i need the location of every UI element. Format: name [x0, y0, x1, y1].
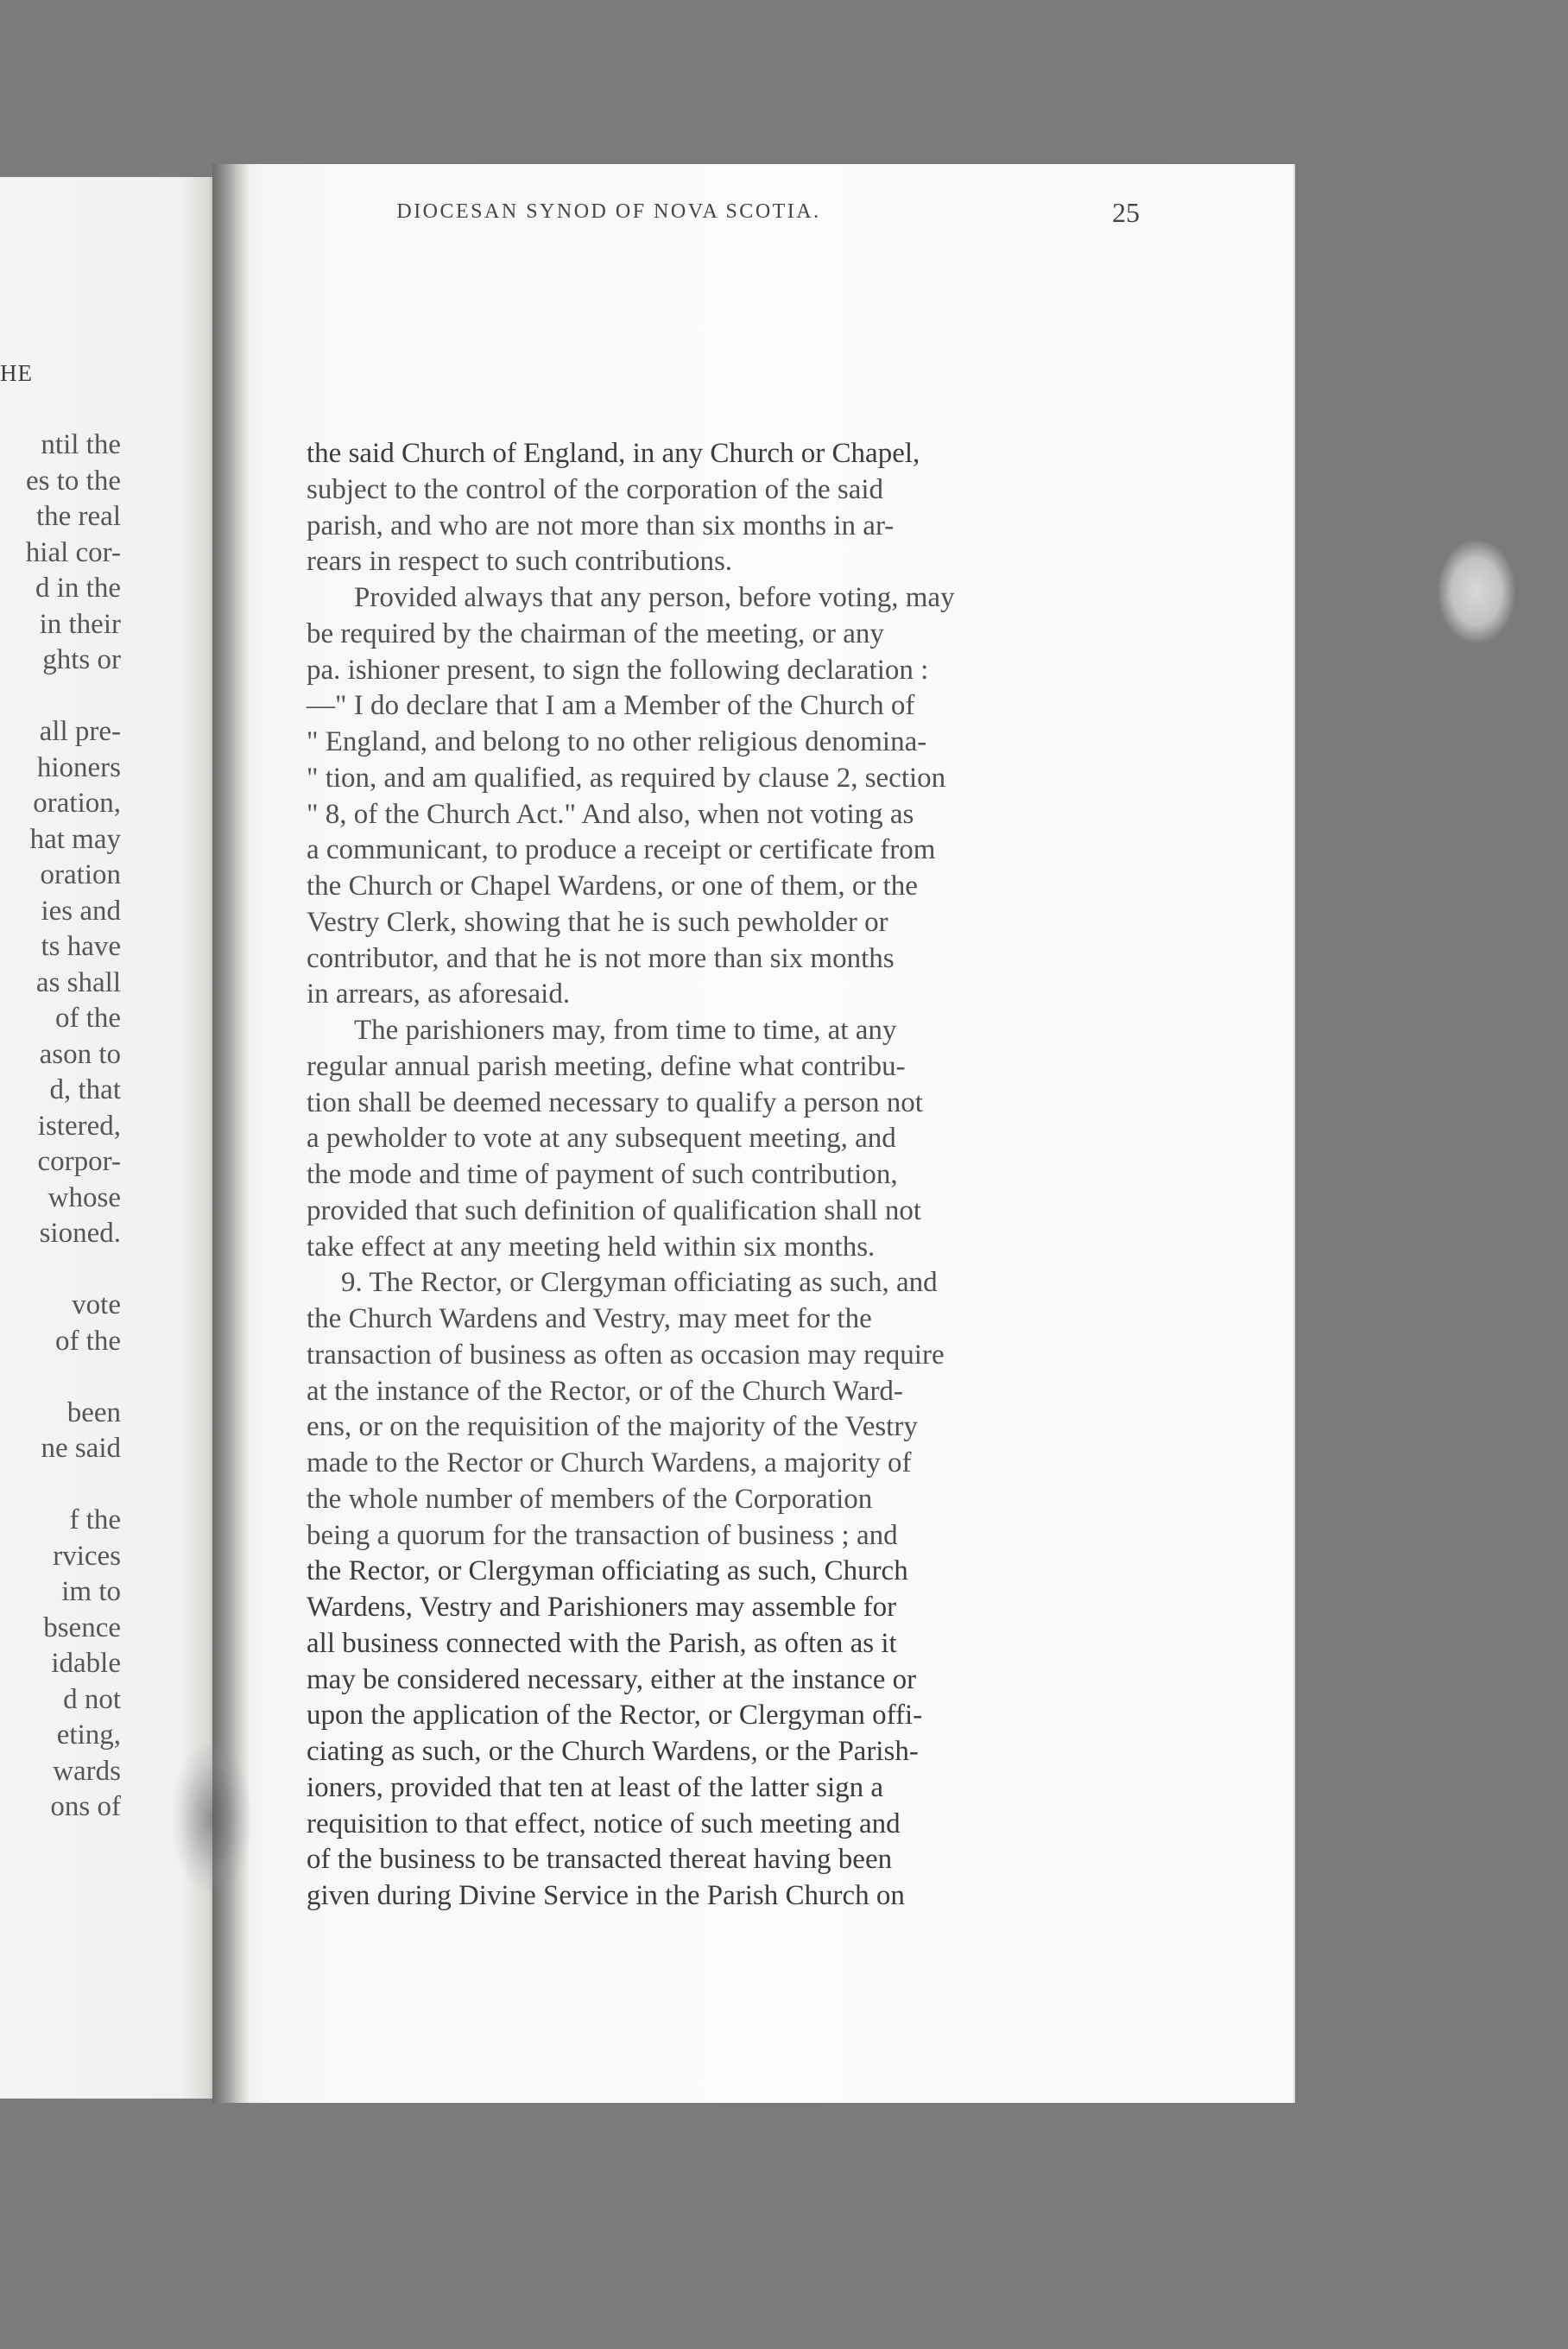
left-text-line: ne said [41, 1433, 121, 1464]
text-line: all business connected with the Parish, as often as it [307, 1627, 897, 1659]
left-text-line: of the [54, 1003, 121, 1034]
text-line: —" I do declare that I am a Member of the Church of [307, 690, 915, 722]
text-line: the mode and time of payment of such contribution, [307, 1159, 898, 1190]
text-line: Vestry Clerk, showing that he is such pewholder or [307, 906, 888, 938]
text-line: be required by the chairman of the meeting, or any [307, 617, 884, 649]
left-text-line: of the [54, 1325, 121, 1357]
text-line: ens, or on the requisition of the majority of the Vestry [307, 1411, 918, 1443]
left-text-line: d not [63, 1683, 121, 1715]
text-line: " 8, of the Church Act." And also, when not voting as [307, 798, 914, 830]
left-text-line: corpor- [37, 1146, 121, 1177]
text-line: at the instance of the Rector, or of the Church Ward- [307, 1375, 903, 1407]
text-line: the Church or Chapel Wardens, or one of them, or the [307, 871, 918, 902]
page-body-text [307, 436, 1135, 1915]
page-number: 25 [1112, 197, 1140, 228]
text-line: pa. ishioner present, to sign the following declaration : [307, 654, 929, 686]
left-text-line: wards [53, 1755, 121, 1787]
left-text-line: vote [72, 1289, 121, 1320]
left-text-line: rvices [53, 1540, 121, 1572]
text-line: a communicant, to produce a receipt or certificate from [307, 834, 936, 866]
text-line: ciating as such, or the Church Wardens, or the Parish- [307, 1736, 919, 1767]
left-text-line: f the [69, 1504, 121, 1535]
text-line: provided that such definition of qualification shall not [307, 1194, 922, 1226]
left-text-line: bsence [43, 1611, 121, 1643]
left-text-line: eting, [56, 1719, 121, 1751]
left-text-line: istered, [37, 1110, 121, 1142]
left-text-line: whose [47, 1181, 121, 1213]
text-line: given during Divine Service in the Parish Church on [307, 1880, 905, 1911]
text-line: the said Church of England, in any Church or Chapel, [307, 438, 920, 469]
page-smudge [173, 1744, 250, 1891]
left-text-line: oration, [33, 788, 121, 819]
text-line: Wardens, Vestry and Parishioners may assemble for [307, 1592, 897, 1623]
text-line: regular annual parish meeting, define what contribu- [307, 1050, 906, 1082]
left-text-line: as shall [35, 966, 121, 998]
text-line: upon the application of the Rector, or Clergyman offi- [307, 1700, 923, 1732]
text-line: the Church Wardens and Vestry, may meet for the [307, 1303, 872, 1334]
left-text-line: hial cor- [25, 536, 121, 568]
left-text-line: idable [51, 1648, 121, 1679]
text-line: being a quorum for the transaction of business ; and [307, 1519, 898, 1551]
left-text-line: all pre- [39, 716, 121, 747]
text-line: Provided always that any person, before voting, may [354, 582, 955, 613]
text-line: rears in respect to such contributions. [307, 546, 733, 578]
left-text-line: ason to [39, 1038, 121, 1070]
left-text-line: oration [40, 859, 121, 890]
text-line: The parishioners may, from time to time, at any [354, 1015, 897, 1046]
text-line: may be considered necessary, either at the instance or [307, 1663, 917, 1695]
running-title: DIOCESAN SYNOD OF NOVA SCOTIA. [396, 200, 821, 223]
text-line: subject to the control of the corporation of the said [307, 473, 884, 505]
background-stain [1438, 540, 1515, 643]
left-text-line [0, 1252, 121, 1288]
left-text-line: ies and [41, 895, 121, 927]
left-text-line: ntil the [41, 429, 121, 460]
text-line: ioners, provided that ten at least of the latter sign a [307, 1771, 884, 1803]
text-line: tion shall be deemed necessary to qualify a person not [307, 1086, 923, 1118]
left-text-line: d, that [49, 1074, 121, 1105]
left-text-line: been [66, 1396, 121, 1428]
text-line: requisition to that effect, notice of such meeting and [307, 1808, 901, 1839]
running-head [233, 197, 1140, 235]
text-line: of the business to be transacted thereat having been [307, 1844, 893, 1876]
left-text-line: in their [39, 608, 121, 640]
text-line: transaction of business as often as occasion may require [307, 1339, 945, 1371]
text-line: " tion, and am qualified, as required by clause 2, section [307, 762, 946, 794]
text-line: " England, and belong to no other religious denomina- [307, 726, 927, 757]
left-text-line: the real [35, 501, 121, 532]
left-page-header: HE [0, 360, 33, 386]
text-line: 9. The Rector, or Clergyman officiating as such, and [341, 1267, 938, 1299]
text-line: take effect at any meeting held within six months. [307, 1231, 876, 1263]
left-page-text [0, 427, 121, 1826]
left-text-line: im to [61, 1576, 121, 1607]
left-text-line: d in the [35, 573, 121, 604]
text-line: in arrears, as aforesaid. [307, 978, 571, 1010]
left-text-line: es to the [26, 465, 121, 497]
text-line: a pewholder to vote at any subsequent meeting, and [307, 1123, 896, 1155]
left-text-line: sioned. [39, 1218, 121, 1249]
left-text-line: ts have [41, 931, 121, 962]
left-text-line [0, 1359, 121, 1396]
text-line: made to the Rector or Church Wardens, a majority of [307, 1447, 912, 1478]
left-text-line: ons of [50, 1791, 121, 1822]
left-text-line: hat may [29, 823, 121, 855]
text-line: contributor, and that he is not more than six months [307, 942, 895, 974]
text-line: the whole number of members of the Corporation [307, 1483, 873, 1515]
text-line: parish, and who are not more than six months in ar- [307, 510, 895, 541]
text-line: the Rector, or Clergyman officiating as such, Church [307, 1555, 908, 1587]
left-text-line [0, 679, 121, 715]
left-text-line: hioners [36, 751, 121, 783]
left-text-line [0, 1467, 121, 1504]
left-text-line: ghts or [42, 644, 121, 675]
